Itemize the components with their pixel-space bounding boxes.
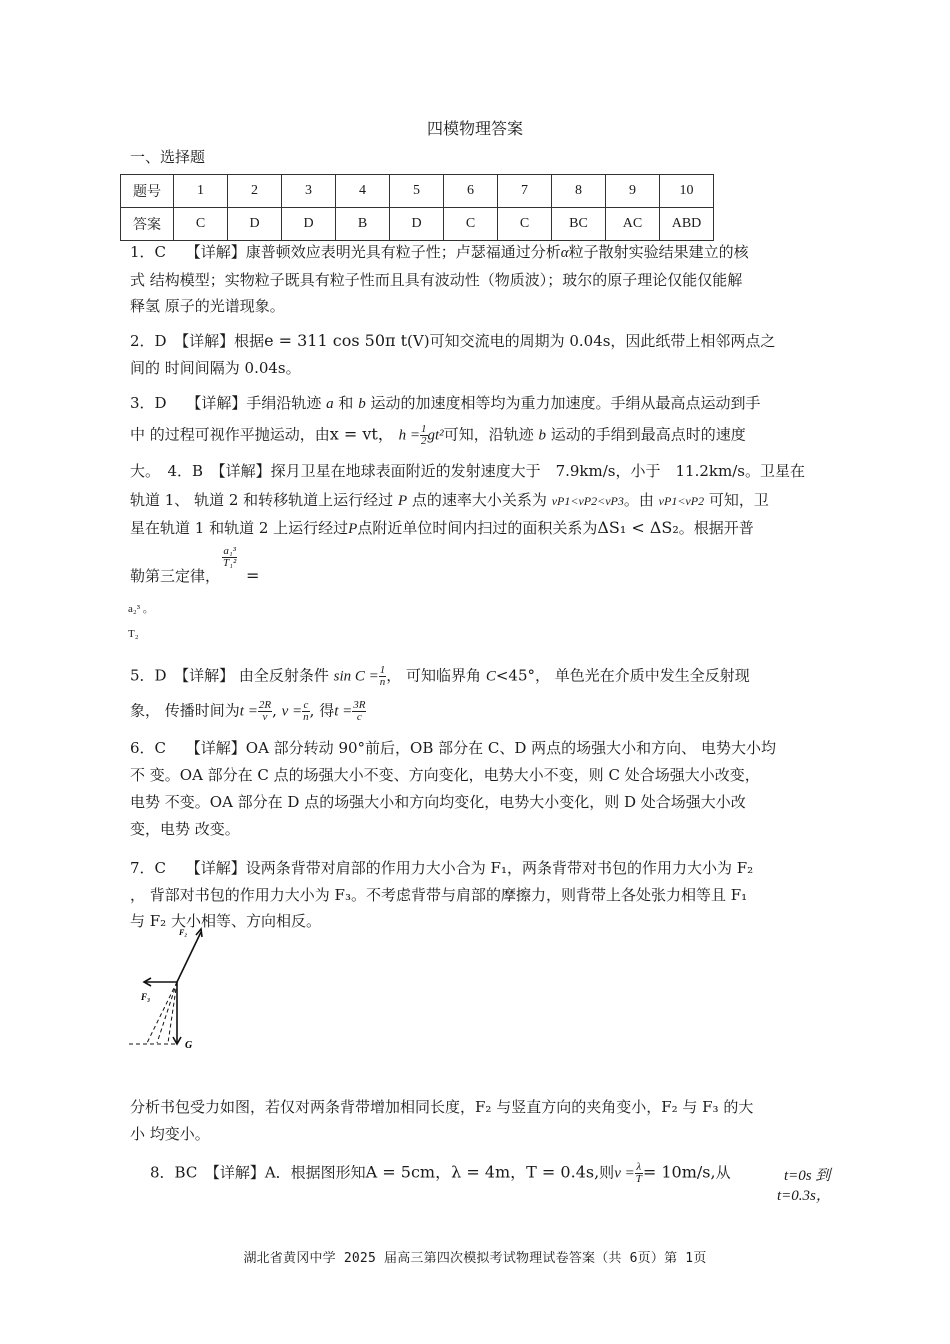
q1-line-1: 1．C 【详解】康普顿效应表明光具有粒子性；卢瑟福通过分析α粒子散射实验结果建立的核 (130, 243, 749, 261)
row-label: 题号 (121, 175, 174, 208)
q4-line-3: 星在轨道 1 和轨道 2 上运行经过P点附近单位时间内扫过的面积关系为ΔS₁ < ΔS₂。根据开普 (130, 518, 754, 537)
table-cell: BC (552, 208, 606, 241)
page-footer: 湖北省黄冈中学 2025 届高三第四次模拟考试物理试卷答案（共 6页）第 1页 (243, 1251, 707, 1266)
force-diagram (125, 925, 215, 1050)
q8-time-to: t=0.3s， (777, 1188, 831, 1204)
f2-label: F₂ (179, 928, 188, 937)
q7-line-4: 分析书包受力如图，若仅对两条背带增加相同长度，F₂ 与竖直方向的夹角变小，F₂ 与 F₃ 的大 (130, 1098, 754, 1116)
equals-sign: = (246, 566, 260, 585)
table-cell: AC (606, 208, 660, 241)
f3-label: F₃ (141, 992, 151, 1002)
table-cell: 5 (390, 175, 444, 208)
q2-line-1: 2．D 【详解】根据e = 311 cos 50π t(V)可知交流电的周期为 0.04s，因此纸带上相邻两点之 (130, 331, 776, 350)
g-label: G (185, 1040, 193, 1050)
table-cell: 4 (336, 175, 390, 208)
answer-table (120, 174, 714, 241)
q7-line-1: 7．C 【详解】设两条背带对肩部的作用力大小合为 F₁，两条背带对书包的作用力大小为 F₂ (130, 859, 754, 877)
kepler-fraction-2: a₂³ 。 T₂ (128, 603, 154, 640)
table-cell: 1 (174, 175, 228, 208)
f2-arrow (177, 932, 201, 982)
table-cell: C (174, 208, 228, 241)
table-cell: B (336, 208, 390, 241)
table-cell: C (498, 208, 552, 241)
q7-line-5: 小 均变小。 (130, 1125, 210, 1143)
table-cell: 7 (498, 175, 552, 208)
q6-line-1: 6．C 【详解】OA 部分转动 90°前后，OB 部分在 C、D 两点的场强大小和方向、 电势大小均 (130, 739, 776, 757)
page-title: 四模物理答案 (426, 119, 523, 138)
fraction: $\frac{1}{n}$ (379, 664, 386, 688)
q8-line-1: 8．BC 【详解】A．根据图形知A = 5cm，λ = 4m，T = 0.4s,则v = $\frac{\lambda}{T}$ = 10m/s,从 (150, 1161, 731, 1185)
q5-line-2: 象， 传播时间为t = $\frac{2R}{v}$ , v = $\frac{c}{n}$ , 得t = $\frac{3R}{c}$ (130, 699, 366, 723)
q6-line-4: 变，电势 改变。 (130, 820, 240, 838)
table-cell: 10 (660, 175, 714, 208)
q6-line-3: 电势 不变。OA 部分在 D 点的场强大小和方向均变化，电势大小变化，则 D 处合场强大小改 (130, 793, 746, 811)
q7-line-3: 与 F₂ 大小相等、方向相反。 (130, 912, 321, 930)
q3-line-1: 3．D 【详解】手绢沿轨迹 a 和 b 运动的加速度相等均为重力加速度。手绢从最高点运动到手 (130, 394, 761, 412)
q6-line-2: 不 变。OA 部分在 C 点的场强大小不变、方向变化，电势大小不变，则 C 处合场强大小改变， (130, 766, 760, 784)
q8-time-from: t=0s 到 (784, 1168, 831, 1184)
section-heading: 一、选择题 (130, 148, 206, 166)
kepler-fraction-1: $\frac{\text{a₁³}}{\text{T₁²}}$ (223, 545, 237, 569)
table-row (121, 208, 714, 241)
table-cell: D (282, 208, 336, 241)
table-cell: 3 (282, 175, 336, 208)
table-cell: ABD (660, 208, 714, 241)
table-row (121, 175, 714, 208)
table-cell: C (444, 208, 498, 241)
q3-line-2: 中 的过程可视作平抛运动，由x = vt， h = $\frac{1}{2}$ gt²可知，沿轨迹 b 运动的手绢到最高点时的速度 (130, 423, 746, 447)
q1-line-3: 释氢 原子的光谱现象。 (130, 297, 285, 315)
dashed-line (157, 982, 177, 1043)
q5-line-1: 5．D 【详解】 由全反射条件 sin C = $\frac{1}{n}$ ， 可知临界角 C<45°， 单色光在介质中发生全反射现 (130, 664, 750, 688)
row-label: 答案 (121, 208, 174, 241)
fraction: $\frac{1}{2}$ (421, 423, 427, 447)
q7-line-2: ， 背部对书包的作用力大小为 F₃。不考虑背带与肩部的摩擦力，则背带上各处张力相等且 F₁ (130, 886, 748, 904)
table-cell: 2 (228, 175, 282, 208)
q4-line-2: 轨道 1、 轨道 2 和转移轨道上运行经过 P 点的速率大小关系为 vP1<vP2<vP3。由 vP1<vP2 可知，卫 (130, 491, 769, 509)
q1-line-2: 式 结构模型；实物粒子既具有粒子性而且具有波动性（物质波）；玻尔的原子理论仅能仅能解 (130, 271, 743, 289)
q4-line-4: 勒第三定律， (130, 567, 221, 585)
q4-line-1: 大。 4．B 【详解】探月卫星在地球表面附近的发射速度大于 7.9km/s，小于 11.2km/s。卫星在 (130, 462, 805, 480)
table-cell: 8 (552, 175, 606, 208)
table-cell: 9 (606, 175, 660, 208)
table-cell: D (390, 208, 444, 241)
table-cell: D (228, 208, 282, 241)
q2-line-2: 间的 时间间隔为 0.04s。 (130, 359, 301, 377)
table-cell: 6 (444, 175, 498, 208)
